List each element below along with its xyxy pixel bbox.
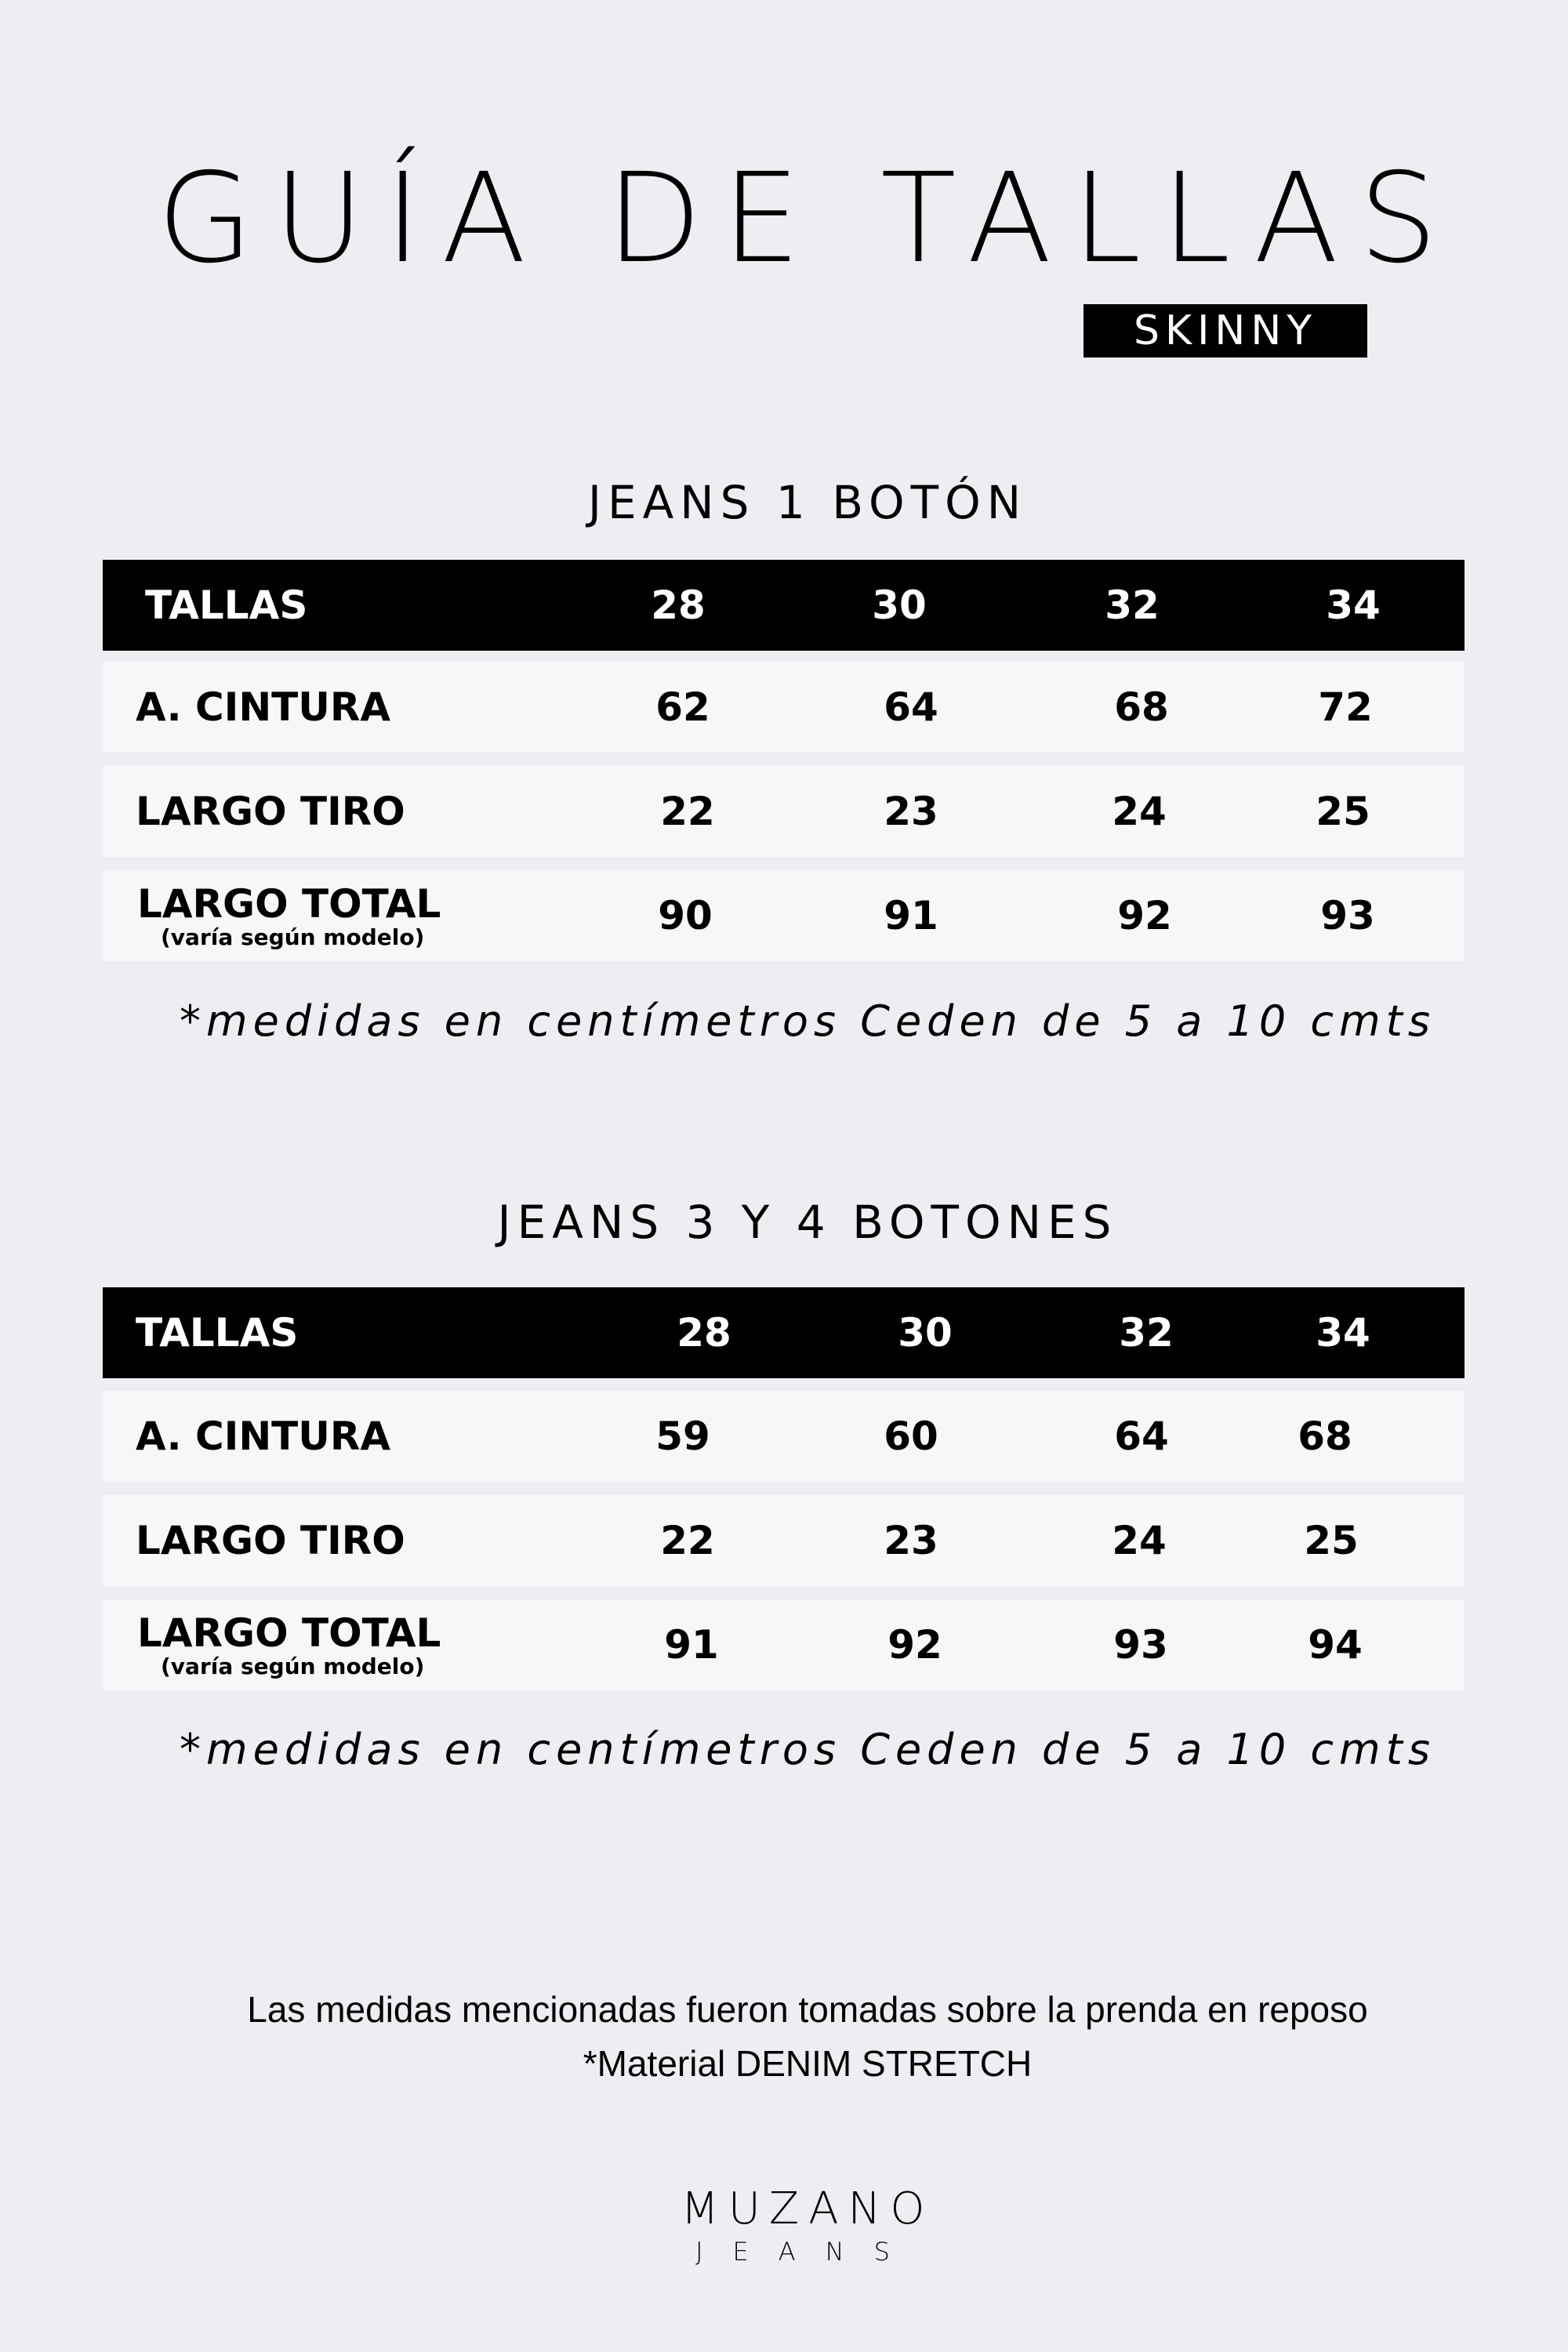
table-cell: 68	[1298, 1414, 1352, 1459]
table-cell: 91	[884, 893, 938, 938]
measurement-note: *medidas en centímetros Ceden de 5 a 10 cmts	[180, 1725, 1436, 1774]
row-label-main: LARGO TOTAL	[137, 881, 441, 927]
brand-logo-sub: JEANS	[695, 2237, 920, 2267]
table-row	[103, 870, 1465, 961]
table-cell: 93	[1320, 893, 1375, 938]
table-row	[103, 1495, 1465, 1586]
table-cell: 93	[1113, 1622, 1168, 1668]
header-size-32: 32	[1119, 1310, 1174, 1356]
brand-logo-name: MUZANO	[681, 2183, 935, 2234]
fit-badge: SKINNY	[1083, 304, 1367, 358]
row-label	[137, 1610, 441, 1679]
row-label	[137, 881, 441, 950]
table-cell: 64	[884, 684, 938, 730]
page-title: GUÍA DE TALLAS	[157, 147, 1458, 291]
header-label: TALLAS	[136, 1310, 299, 1356]
table-header-row	[103, 1287, 1465, 1378]
table-cell: 22	[660, 1518, 715, 1563]
row-label: A. CINTURA	[136, 684, 391, 730]
row-label: A. CINTURA	[136, 1414, 391, 1459]
row-label-main: LARGO TOTAL	[137, 1610, 441, 1656]
table-cell: 64	[1114, 1414, 1169, 1459]
table-cell: 23	[884, 1518, 938, 1563]
header-label: TALLAS	[145, 583, 308, 628]
table-cell: 68	[1114, 684, 1169, 730]
table-cell: 92	[1117, 893, 1172, 938]
header-size-30: 30	[898, 1310, 953, 1356]
header-size-34: 34	[1316, 1310, 1370, 1356]
header-size-30: 30	[872, 583, 927, 628]
table-cell: 90	[658, 893, 713, 938]
table-cell: 92	[887, 1622, 942, 1668]
table-row	[103, 766, 1465, 857]
table-cell: 62	[655, 684, 710, 730]
footer-material-info: *Material DENIM STRETCH	[583, 2043, 1033, 2084]
table-cell: 94	[1308, 1622, 1363, 1668]
table-1-heading: JEANS 1 BOTÓN	[587, 476, 1028, 529]
table-cell: 25	[1316, 789, 1370, 834]
row-label: LARGO TIRO	[136, 1518, 405, 1563]
header-size-32: 32	[1105, 583, 1160, 628]
row-sublabel: (varía según modelo)	[161, 924, 425, 950]
table-cell: 24	[1112, 1518, 1167, 1563]
table-row	[103, 1391, 1465, 1482]
table-cell: 91	[664, 1622, 719, 1668]
table-2-heading: JEANS 3 Y 4 BOTONES	[497, 1196, 1118, 1249]
table-cell: 59	[655, 1414, 710, 1459]
table-cell: 23	[884, 789, 938, 834]
table-cell: 72	[1318, 684, 1373, 730]
header-size-28: 28	[651, 583, 706, 628]
table-cell: 24	[1112, 789, 1167, 834]
row-label: LARGO TIRO	[136, 789, 405, 834]
table-header-row	[103, 560, 1465, 651]
header-size-28: 28	[677, 1310, 731, 1356]
table-cell: 25	[1304, 1518, 1359, 1563]
footer-measurement-info: Las medidas mencionadas fueron tomadas sobre la prenda en reposo	[247, 1989, 1368, 2030]
table-cell: 22	[660, 789, 715, 834]
table-row	[103, 1599, 1465, 1690]
table-row	[103, 662, 1465, 753]
row-sublabel: (varía según modelo)	[161, 1653, 425, 1679]
table-cell: 60	[884, 1414, 938, 1459]
measurement-note: *medidas en centímetros Ceden de 5 a 10 cmts	[180, 996, 1436, 1046]
header-size-34: 34	[1326, 583, 1381, 628]
